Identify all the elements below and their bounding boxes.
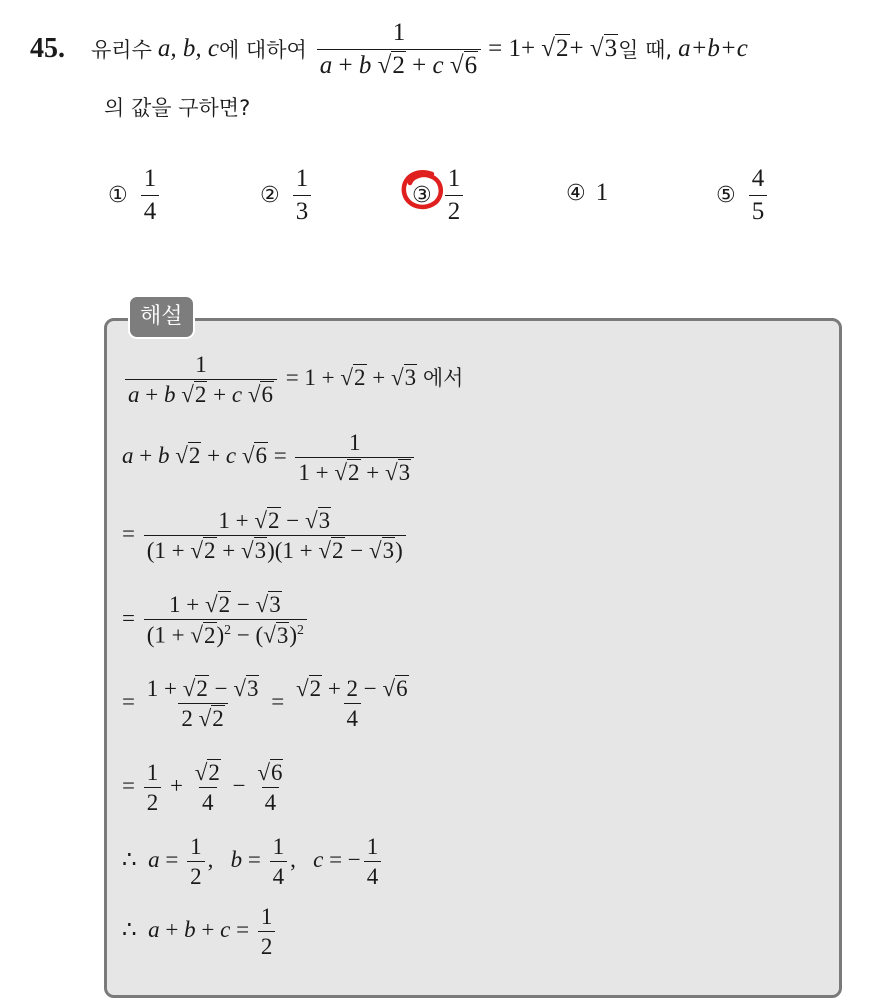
choice-4-mark: ④ [566,180,586,206]
solution-line-5: = $\frac{1 + √2 - √3}{2 √2}$ = $\frac{√2 + 2 - √6}{4}$ [122,676,408,732]
solution-tag: 해설 [128,295,195,339]
choice-2[interactable] [260,165,314,225]
choice-2-fraction: $\frac{1}{3}$ [293,165,312,225]
choice-4-value: 1 [595,179,609,206]
choice-5-mark: ⑤ [716,182,736,208]
selected-answer-circle [398,168,448,214]
stem-text-2: 에 대하여 [218,38,307,62]
choice-5[interactable] [716,165,770,225]
choice-3-mark: ③ [412,182,432,208]
solution-line-2: a + b √2 + c √6 = $\frac{1}{1 + √2 + √3}$ [122,430,417,486]
solution-line-6: = $\frac{1}{2}$ + $\frac{√2}{4}$ − $\frac{√6}{4}$ [122,760,283,816]
stem-target: a+b+c [678,35,748,62]
stem-fraction [317,19,481,79]
stem-vars: a, b, c [157,35,219,62]
solution-line-4: = $\frac{1 + √2 - √3}{(1 + √2)^2 - (√3)^2}$ [122,592,310,648]
problem-line-2: 의 값을 구하면? [104,96,251,120]
problem-line-1 [30,14,748,84]
choice-3-fraction: $\frac{1}{2}$ [445,165,464,225]
stem-after: 일 때, [618,38,673,62]
choice-4[interactable] [566,165,608,221]
solution-line-1: $\frac{1}{a + b √2 + c √6}$ = 1 + √2 + √3 에서 [122,352,463,408]
choice-1-mark: ① [108,182,128,208]
choice-1[interactable] [108,165,162,225]
choice-5-fraction: $\frac{4}{5}$ [749,165,768,225]
solution-box [104,318,842,998]
stem-fraction-denominator: a + b √2 + c √6 [317,49,481,80]
stem-equals: = 1+ √2+ √3 [488,35,618,62]
solution-line-3: = $\frac{1 + √2 - √3}{(1 + √2 + √3)(1 + √2 - √3)}$ [122,508,409,564]
solution-eshe: 에서 [422,366,464,391]
problem-number: 45. [30,33,65,64]
choice-1-fraction: $\frac{1}{4}$ [141,165,160,225]
stem-fraction-numerator: 1 [392,19,406,46]
solution-line-8: ∴ a + b + c = $\frac{1}{2}$ [122,904,278,960]
final-answer: $\frac{1}{2}$ [258,904,276,960]
solution-line-7: ∴ a = $\frac{1}{2}$ , b = $\frac{1}{4}$ , c = − $\frac{1}{4}$ [122,834,384,890]
choice-2-mark: ② [260,182,280,208]
stem-text: 유리수 [91,38,152,62]
